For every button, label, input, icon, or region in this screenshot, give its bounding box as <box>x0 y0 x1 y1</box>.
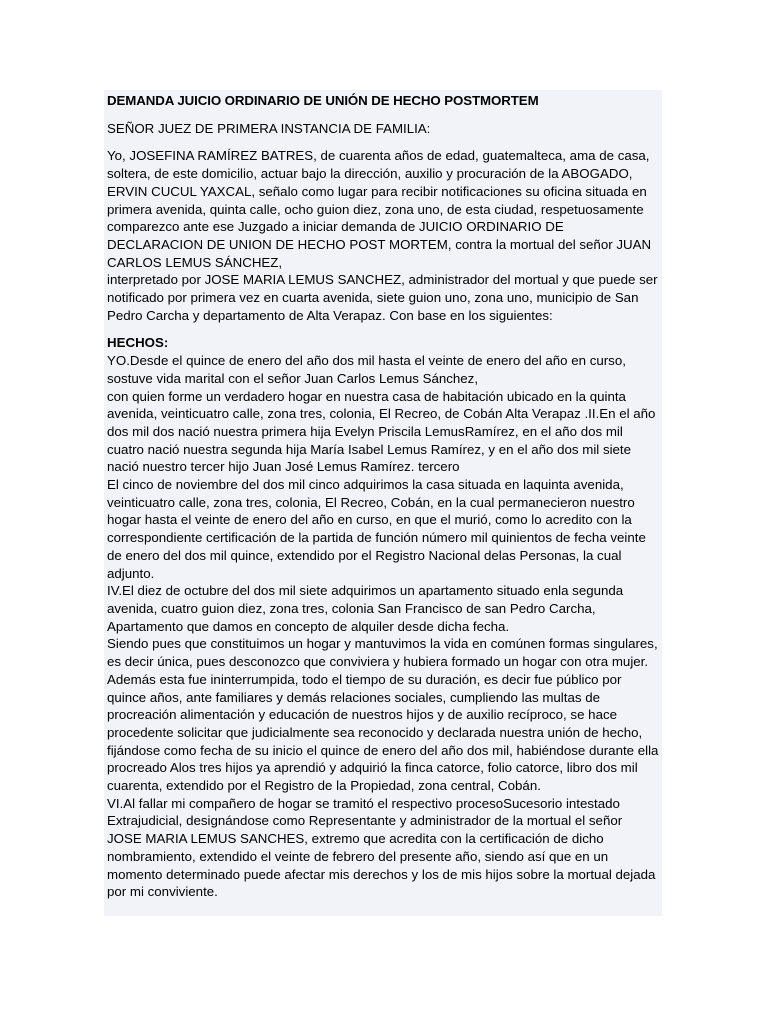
hecho-paragraph-5: Siendo pues que constituimos un hogar y mantuvimos la vida en comúnen formas singulares, es decir única, pues desconozco que conviviera y hubiera formado un hogar con otra mujer. Además esta fue ininterrumpida, todo el tiempo de su duración, es decir fue público por quince años, ante familiares y demás relaciones sociales, cumpliendo las multas de procreación alimentación y educación de nuestros hijos y de auxilio recíproco, se hace procedente solicitar que judicialmente sea reconocido y declarada nuestra unión de hecho, fijándose como fecha de su inicio el quince de enero del año dos mil, habiéndose durante ella procreado Alos tres hijos ya aprendió y adquirió la finca catorce, folio catorce, libro dos mil cuarenta, extendido por el Registro de la Propiedad, zona central, Cobán. <box>107 636 659 794</box>
hecho-paragraph-2: con quien forme un verdadero hogar en nuestra casa de habitación ubicado en la quinta avenida, veinticuatro calle, zona tres, colonia, El Recreo, de Cobán Alta Verapaz .II.En el año dos mil dos nació nuestra primera hija Evelyn Priscila LemusRamírez, en el año dos mil cuatro nació nuestra segunda hija María Isabel Lemus Ramírez, y en el año dos mil siete nació nuestro tercer hijo Juan José Lemus Ramírez. tercero <box>107 388 656 475</box>
document-title: DEMANDA JUICIO ORDINARIO DE UNIÓN DE HECHO POSTMORTEM <box>107 93 539 108</box>
hecho-paragraph-6: VI.Al fallar mi compañero de hogar se tramitó el respectivo procesoSucesorio intestado Extrajudicial, designándose como Representante y administrador de la mortual el señor JOSE MARIA LEMUS SANCHES, extremo que acredita con la certificación de dicho nombramiento, extendido el veinte de febrero del presente año, siendo así que en un momento determinado puede afectar mis derechos y los de mis hijos sobre la mortual dejada por mi conviviente. <box>107 795 656 900</box>
hecho-paragraph-1: YO.Desde el quince de enero del año dos mil hasta el veinte de enero del año en curso, sostuve vida marital con el señor Juan Carlos Lemus Sánchez, <box>107 353 626 386</box>
intro-paragraph-continued: interpretado por JOSE MARIA LEMUS SANCHEZ, administrador del mortual y que puede ser notificado por primera vez en cuarta avenida, siete guion uno, zona uno, municipio de San Pedro Carcha y departamento de Alta Verapaz. Con base en los siguientes: <box>107 272 658 323</box>
intro-section <box>107 147 660 324</box>
document-text-block <box>104 90 662 916</box>
intro-paragraph: Yo, JOSEFINA RAMÍREZ BATRES, de cuarenta años de edad, guatemalteca, ama de casa, soltera, de este domicilio, actuar bajo la dirección, auxilio y procuración de la ABOGADO, ERVIN CUCUL YAXCAL, señalo como lugar para recibir notificaciones su oficina situada en primera avenida, quinta calle, ocho guion diez, zona uno, de esta ciudad, respetuosamente comparezco ante ese Juzgado a iniciar demanda de JUICIO ORDINARIO DE DECLARACION DE UNION DE HECHO POST MORTEM, contra la mortual del señor JUAN CARLOS LEMUS SÁNCHEZ, <box>107 148 652 270</box>
hecho-paragraph-3: El cinco de noviembre del dos mil cinco adquirimos la casa situada en laquinta avenida, veinticuatro calle, zona tres, colonia, El Recreo, Cobán, en la cual permanecieron nuestro hogar hasta el veinte de enero del año en curso, en que el murió, como lo acredito con la correspondiente certificación de la partida de función número mil quinientos de fecha veinte de enero del dos mil quince, extendido por el Registro Nacional delas Personas, la cual adjunto. <box>107 477 646 581</box>
hecho-paragraph-4: IV.El diez de octubre del dos mil siete adquirimos un apartamento situado enla segunda avenida, cuatro guion diez, zona tres, colonia San Francisco de san Pedro Carcha, Apartamento que damos en concepto de alquiler desde dicha fecha. <box>107 583 624 634</box>
addressee-line: SEÑOR JUEZ DE PRIMERA INSTANCIA DE FAMILIA: <box>107 120 431 136</box>
hechos-heading: HECHOS: <box>107 335 169 351</box>
